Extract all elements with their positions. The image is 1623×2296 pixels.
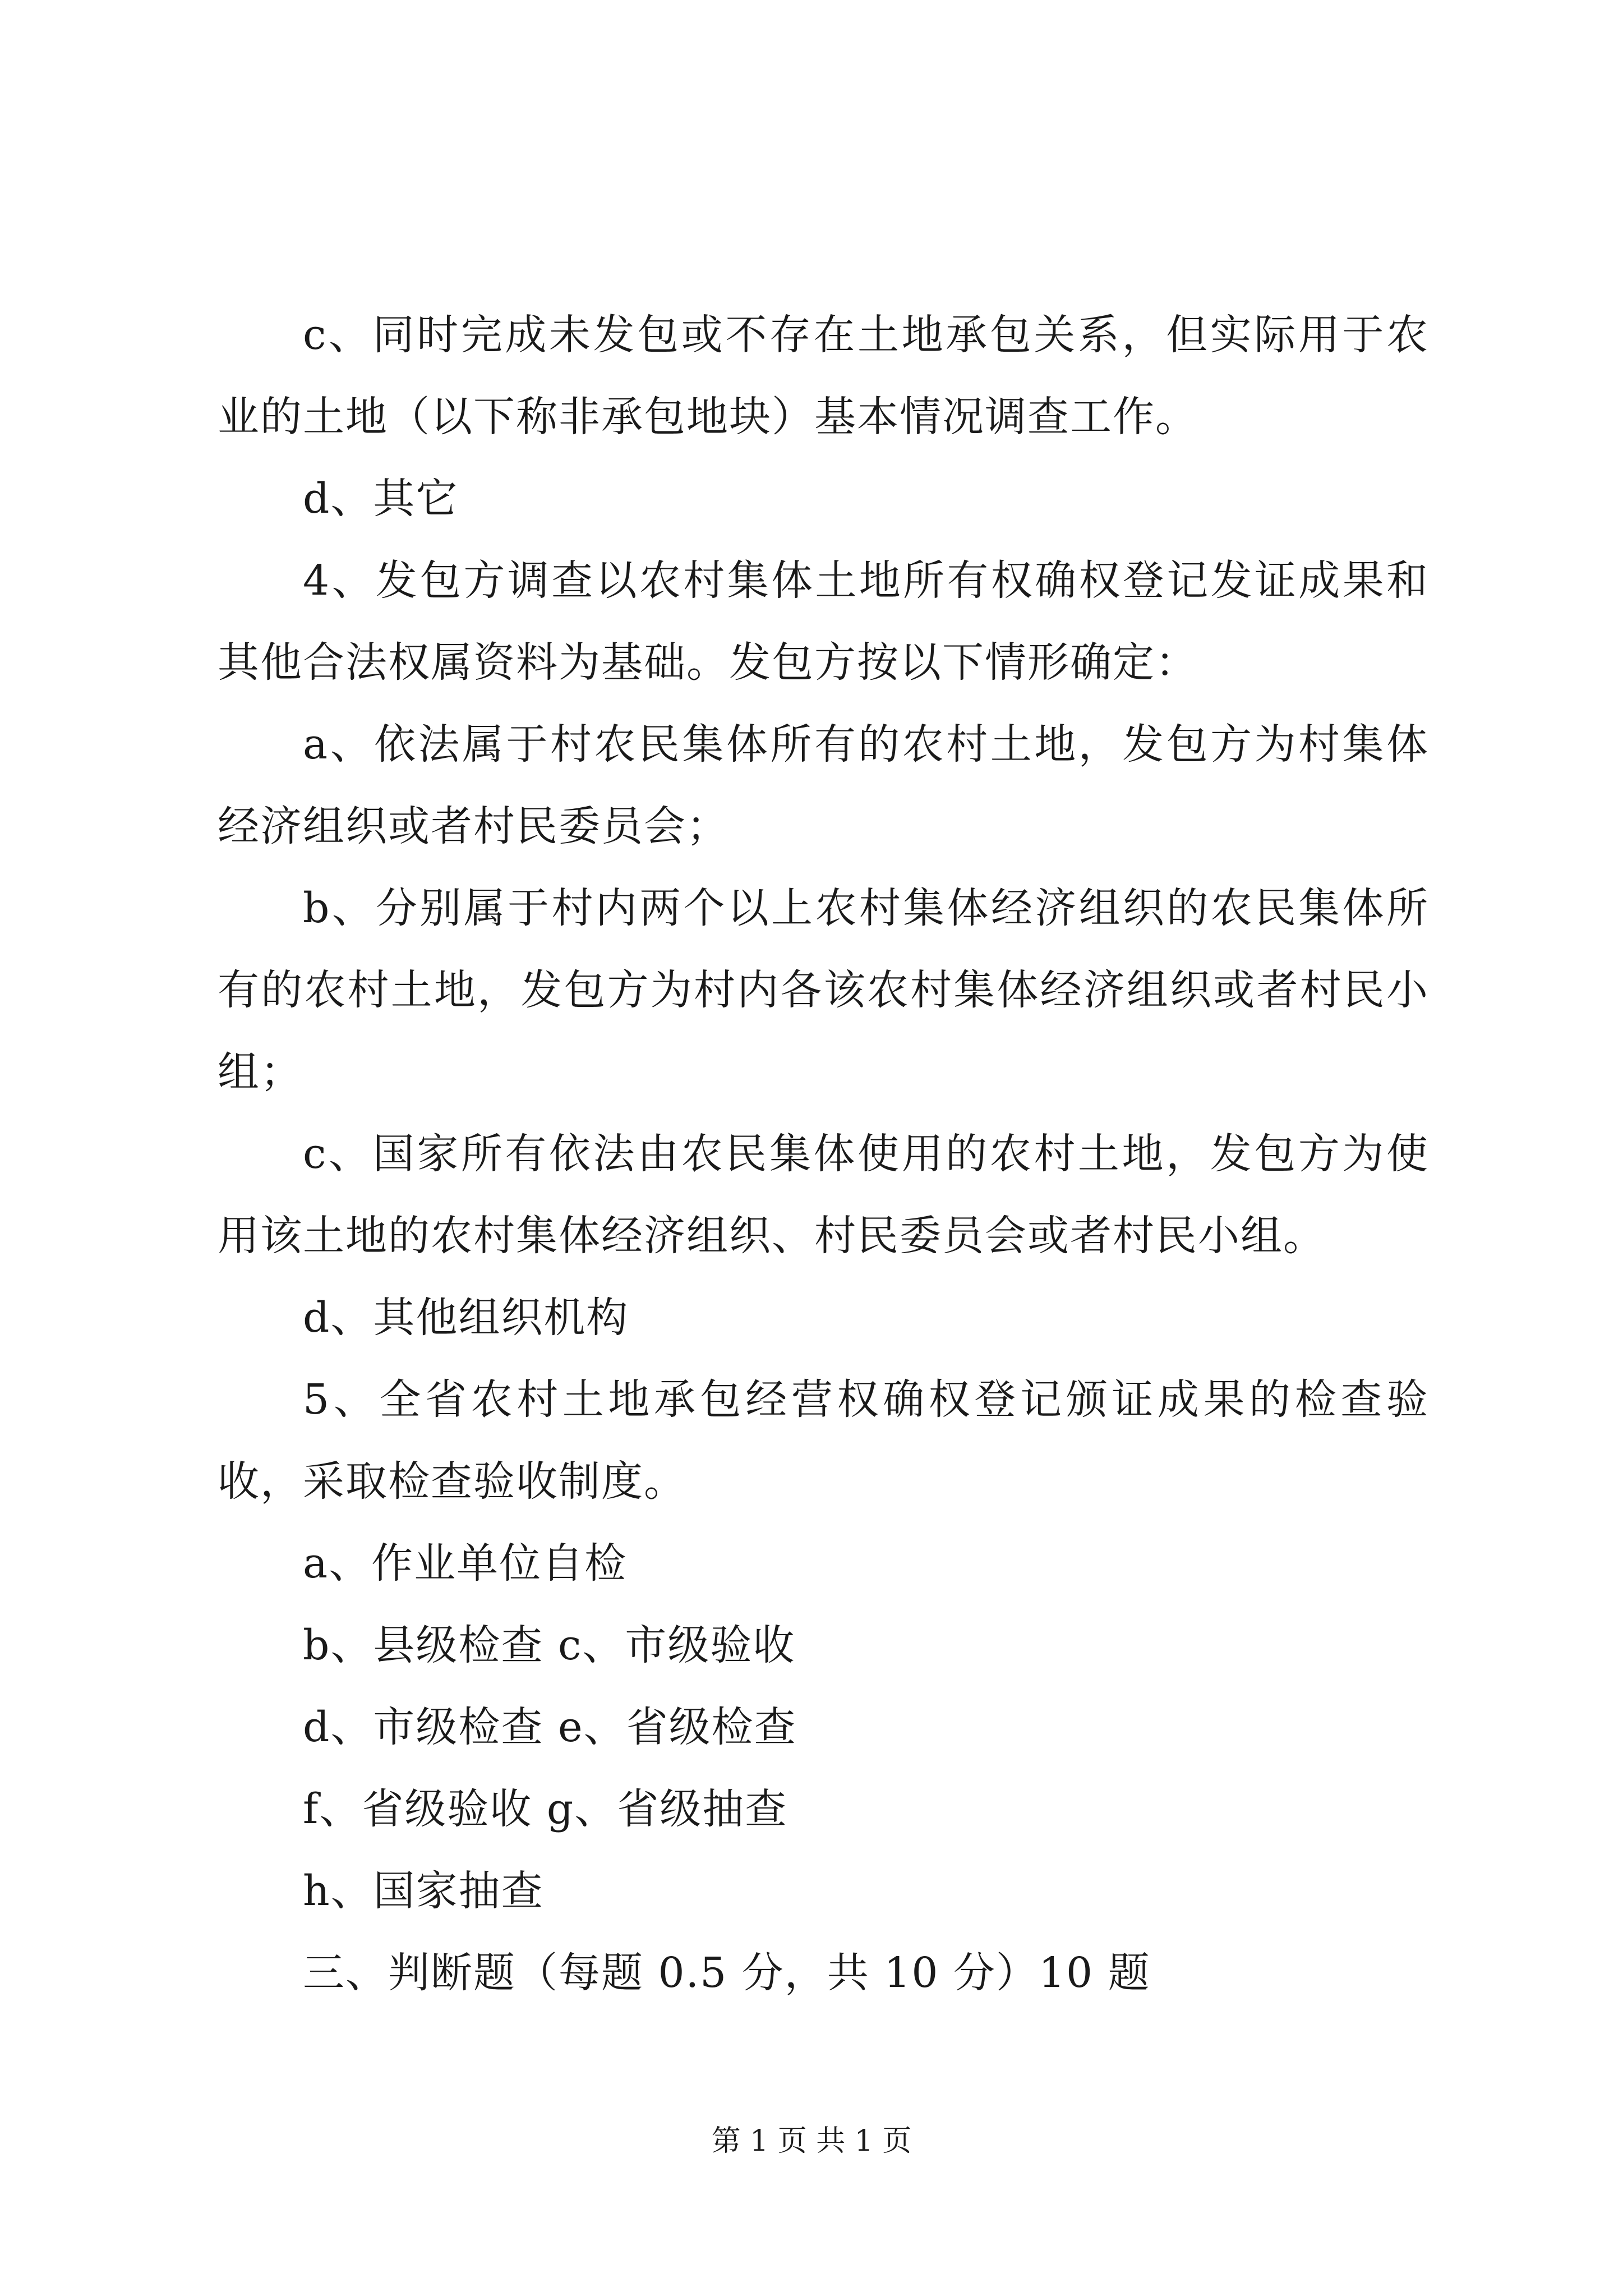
- paragraph-option-b-c: b、县级检查 c、市级验收: [303, 1621, 796, 1669]
- paragraph-option-d-org: d、其他组织机构: [303, 1294, 629, 1342]
- paragraph-inspection: 5、全省农村土地承包经营权确权登记颁证成果的检查验收，采取检查验收制度。: [218, 1375, 1429, 1506]
- paragraph-option-a: a、依法属于村农民集体所有的农村土地，发包方为村集体经济组织或者村民委员会；: [218, 720, 1429, 850]
- paragraph-option-d-e: d、市级检查 e、省级检查: [303, 1703, 797, 1751]
- paragraph-option-d-other: d、其它: [303, 475, 459, 523]
- paragraph-option-h: h、国家抽查: [303, 1867, 544, 1915]
- section-heading-true-false: 三、判断题（每题 0.5 分，共 10 分）10 题: [303, 1949, 1151, 1997]
- paragraph-contractor-survey: 4、发包方调查以农村集体土地所有权确权登记发证成果和其他合法权属资料为基础。发包方按以下情形确定：: [218, 556, 1429, 687]
- paragraph-option-c: c、国家所有依法由农民集体使用的农村土地，发包方为使用该土地的农村集体经济组织、村民委员会或者村民小组。: [218, 1130, 1429, 1260]
- paragraph-option-a-selfcheck: a、作业单位自检: [303, 1539, 628, 1588]
- document-body: [218, 294, 1429, 2014]
- paragraph-nonfarm-survey: c、同时完成未发包或不存在土地承包关系，但实际用于农业的土地（以下称非承包地块）基本情况调查工作。: [218, 311, 1429, 441]
- paragraph-option-f-g: f、省级验收 g、省级抽查: [303, 1785, 788, 1833]
- paragraph-option-b: b、分别属于村内两个以上农村集体经济组织的农民集体所有的农村土地，发包方为村内各该农村集体经济组织或者村民小组；: [218, 884, 1429, 1096]
- page-footer: 第 1 页 共 1 页: [711, 2124, 912, 2158]
